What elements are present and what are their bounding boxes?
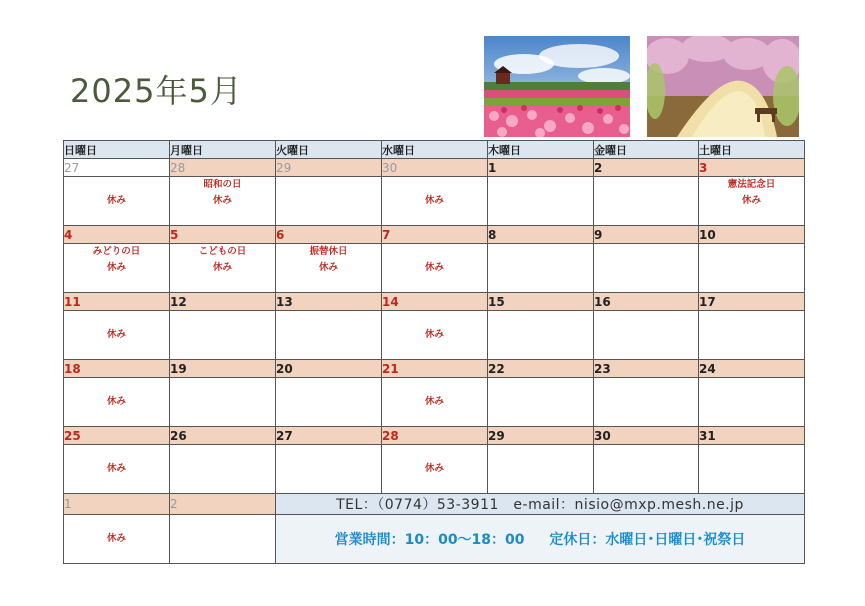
date-row-week-1 [64, 159, 805, 177]
day-note-cell [594, 244, 699, 293]
closed-note: 休み [424, 262, 444, 273]
day-note-cell [276, 177, 382, 226]
date-number: 1 [64, 494, 170, 515]
day-note-cell [699, 311, 805, 360]
date-number: 11 [64, 293, 170, 311]
closed-note: 休み [106, 463, 126, 474]
day-note-cell [276, 244, 382, 293]
date-number: 16 [594, 293, 699, 311]
closed-note: 休み [741, 195, 761, 206]
day-note-cell [276, 311, 382, 360]
closed-note: 休み [106, 195, 126, 206]
note-row-week-3 [64, 311, 805, 360]
note-row-week-5 [64, 445, 805, 494]
closed-note: 休み [424, 329, 444, 340]
date-number: 22 [488, 360, 594, 378]
note-row-week-4 [64, 378, 805, 427]
weekday-header-row [64, 141, 805, 159]
weekday-wednesday: 水曜日 [382, 141, 488, 159]
day-note-cell [382, 378, 488, 427]
date-number: 18 [64, 360, 170, 378]
day-note-cell [64, 311, 170, 360]
weekday-monday: 月曜日 [170, 141, 276, 159]
date-number: 9 [594, 226, 699, 244]
date-number: 25 [64, 427, 170, 445]
date-number: 21 [382, 360, 488, 378]
day-note-cell [64, 244, 170, 293]
date-number: 6 [276, 226, 382, 244]
date-number: 29 [276, 159, 382, 177]
day-note-cell [594, 445, 699, 494]
day-note-cell [594, 378, 699, 427]
date-row-week-4 [64, 360, 805, 378]
closed-note: 休み [424, 195, 444, 206]
weekday-sunday: 日曜日 [64, 141, 170, 159]
date-number: 2 [594, 159, 699, 177]
day-note-cell [488, 378, 594, 427]
day-note-cell [170, 445, 276, 494]
date-number: 27 [64, 159, 170, 177]
day-note-cell [382, 445, 488, 494]
date-number: 27 [276, 427, 382, 445]
contact-info: TEL：（0774）53-3911 e-mail：nisio@mxp.mesh.ne.jp [276, 494, 805, 515]
date-number: 28 [382, 427, 488, 445]
note-row-week-2 [64, 244, 805, 293]
date-number: 7 [382, 226, 488, 244]
closed-note: 休み [106, 533, 126, 544]
date-number: 28 [170, 159, 276, 177]
closed-note: 休み [212, 195, 232, 206]
day-note-cell [699, 445, 805, 494]
date-number: 19 [170, 360, 276, 378]
day-note-cell [170, 311, 276, 360]
tulip-field-photo [484, 36, 630, 137]
date-number: 4 [64, 226, 170, 244]
business-hours: 営業時間：10：00～18：00 [334, 532, 525, 548]
holiday-name: 振替休日 [309, 246, 348, 257]
date-number: 31 [699, 427, 805, 445]
page-title: 2025年5月 [70, 72, 243, 110]
weekday-friday: 金曜日 [594, 141, 699, 159]
weekday-thursday: 木曜日 [488, 141, 594, 159]
holiday-name: 昭和の日 [203, 179, 242, 190]
weekday-tuesday: 火曜日 [276, 141, 382, 159]
date-number: 14 [382, 293, 488, 311]
day-note-cell [276, 445, 382, 494]
date-number: 29 [488, 427, 594, 445]
closed-note: 休み [424, 463, 444, 474]
holiday-name: こどもの日 [198, 246, 247, 257]
date-row-week-5 [64, 427, 805, 445]
day-note-cell [594, 311, 699, 360]
date-number: 2 [170, 494, 276, 515]
date-number: 8 [488, 226, 594, 244]
day-note-cell [699, 378, 805, 427]
date-row-week-2 [64, 226, 805, 244]
day-note-cell [382, 311, 488, 360]
closed-note: 休み [106, 329, 126, 340]
date-row-week-3 [64, 293, 805, 311]
weekday-saturday: 土曜日 [699, 141, 805, 159]
holiday-name: みどりの日 [92, 246, 141, 257]
day-note-cell [699, 177, 805, 226]
date-number: 5 [170, 226, 276, 244]
regular-holidays: 定休日：水曜日･日曜日･祝祭日 [549, 532, 746, 548]
date-number: 17 [699, 293, 805, 311]
day-note-cell [170, 515, 276, 564]
date-number: 3 [699, 159, 805, 177]
day-note-cell [170, 177, 276, 226]
closed-note: 休み [318, 262, 338, 273]
day-note-cell [488, 311, 594, 360]
day-note-cell [699, 244, 805, 293]
closed-note: 休み [424, 396, 444, 407]
date-number: 1 [488, 159, 594, 177]
closed-note: 休み [106, 396, 126, 407]
wisteria-tunnel-photo [647, 36, 799, 137]
holiday-name: 憲法記念日 [727, 179, 776, 190]
date-number: 26 [170, 427, 276, 445]
day-note-cell [276, 378, 382, 427]
business-info [276, 515, 805, 564]
date-number: 30 [594, 427, 699, 445]
day-note-cell [382, 177, 488, 226]
date-number: 30 [382, 159, 488, 177]
day-note-cell [594, 177, 699, 226]
day-note-cell [64, 177, 170, 226]
closed-note: 休み [106, 262, 126, 273]
note-row-week-1 [64, 177, 805, 226]
day-note-cell [64, 378, 170, 427]
closed-note: 休み [212, 262, 232, 273]
day-note-cell [170, 244, 276, 293]
calendar-table [63, 140, 805, 564]
date-number: 24 [699, 360, 805, 378]
note-row-week-6 [64, 515, 805, 564]
day-note-cell [488, 445, 594, 494]
date-number: 15 [488, 293, 594, 311]
day-note-cell [64, 515, 170, 564]
date-number: 10 [699, 226, 805, 244]
day-note-cell [170, 378, 276, 427]
date-number: 20 [276, 360, 382, 378]
date-number: 23 [594, 360, 699, 378]
day-note-cell [64, 445, 170, 494]
day-note-cell [488, 244, 594, 293]
date-number: 13 [276, 293, 382, 311]
date-row-week-6 [64, 494, 805, 515]
date-number: 12 [170, 293, 276, 311]
day-note-cell [488, 177, 594, 226]
day-note-cell [382, 244, 488, 293]
